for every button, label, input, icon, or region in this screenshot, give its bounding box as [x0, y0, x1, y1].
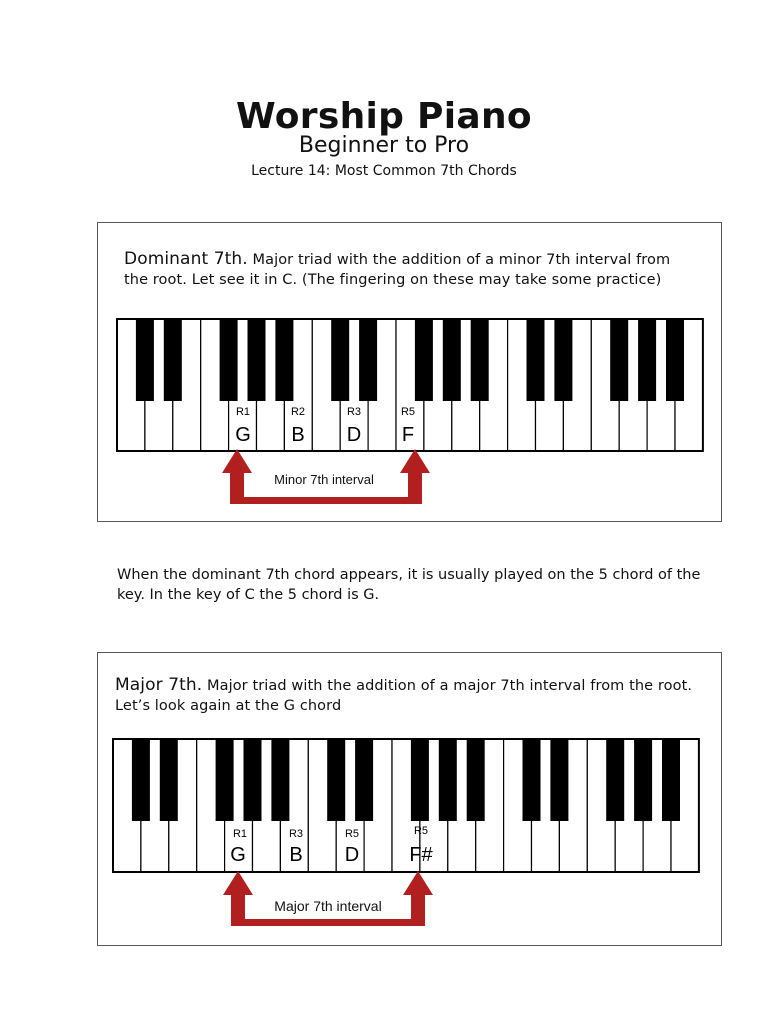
- black-key: [327, 739, 345, 821]
- black-key: [275, 319, 293, 401]
- black-key: [610, 319, 628, 401]
- lecture-label: Lecture 14: Most Common 7th Chords: [251, 163, 517, 179]
- major-7th-heading: Major 7th.: [115, 675, 203, 695]
- degree-label-3: R5: [344, 828, 360, 840]
- dominant-chord-note: When the dominant 7th chord appears, it is usually played on the 5 chord of the key. In the key of C the 5 chord is G.: [117, 567, 701, 603]
- black-key: [666, 319, 684, 401]
- black-key: [471, 319, 489, 401]
- dominant-7th-keyboard: [116, 318, 706, 508]
- dominant-7th-description: [124, 249, 694, 290]
- black-key: [606, 739, 624, 821]
- major-7th-description: [115, 675, 695, 716]
- page-subtitle: Beginner to Pro: [298, 133, 470, 158]
- minor-7th-interval-label: Minor 7th interval: [274, 472, 374, 487]
- black-key: [132, 739, 150, 821]
- black-key: [248, 319, 266, 401]
- black-key: [467, 739, 485, 821]
- black-key: [550, 739, 568, 821]
- degree-label-2: R2: [290, 406, 306, 418]
- major-7th-keyboard: [112, 738, 702, 933]
- note-label-3: D: [344, 844, 360, 866]
- note-label-1: G: [230, 844, 246, 866]
- black-key: [244, 739, 262, 821]
- note-label-4: F: [401, 424, 415, 446]
- note-label-4: F#: [409, 844, 433, 866]
- degree-label-3: R3: [346, 406, 362, 418]
- black-key: [554, 319, 572, 401]
- black-key: [523, 739, 541, 821]
- black-key: [443, 319, 461, 401]
- major-7th-text: Major triad with the addition of a major 7th interval from the root. Let’s look again at the G chord: [115, 678, 693, 714]
- black-key: [331, 319, 349, 401]
- note-label-2: B: [291, 424, 305, 446]
- degree-label-2: R3: [288, 828, 304, 840]
- degree-label-1: R1: [232, 828, 248, 840]
- black-key: [638, 319, 656, 401]
- black-key: [220, 319, 238, 401]
- note-label-2: B: [289, 844, 303, 866]
- black-key: [415, 319, 433, 401]
- dominant-7th-text: Major triad with the addition of a minor 7th interval from the root. Let see it in C. (The fingering on these may take some practice): [124, 252, 671, 288]
- page-title: Worship Piano: [236, 96, 532, 137]
- black-key: [527, 319, 545, 401]
- note-label-1: G: [235, 424, 251, 446]
- degree-label-4: R5: [413, 825, 429, 837]
- black-key: [355, 739, 373, 821]
- black-key: [411, 739, 429, 821]
- black-key: [359, 319, 377, 401]
- black-key: [662, 739, 680, 821]
- black-key: [271, 739, 289, 821]
- degree-label-1: R1: [235, 406, 251, 418]
- black-key: [160, 739, 178, 821]
- black-key: [634, 739, 652, 821]
- note-label-3: D: [346, 424, 362, 446]
- black-key: [439, 739, 457, 821]
- major-7th-interval-label: Major 7th interval: [274, 898, 382, 914]
- degree-label-4: R5: [400, 406, 416, 418]
- black-key: [136, 319, 154, 401]
- black-key: [216, 739, 234, 821]
- black-key: [164, 319, 182, 401]
- dominant-7th-heading: Dominant 7th.: [124, 249, 248, 269]
